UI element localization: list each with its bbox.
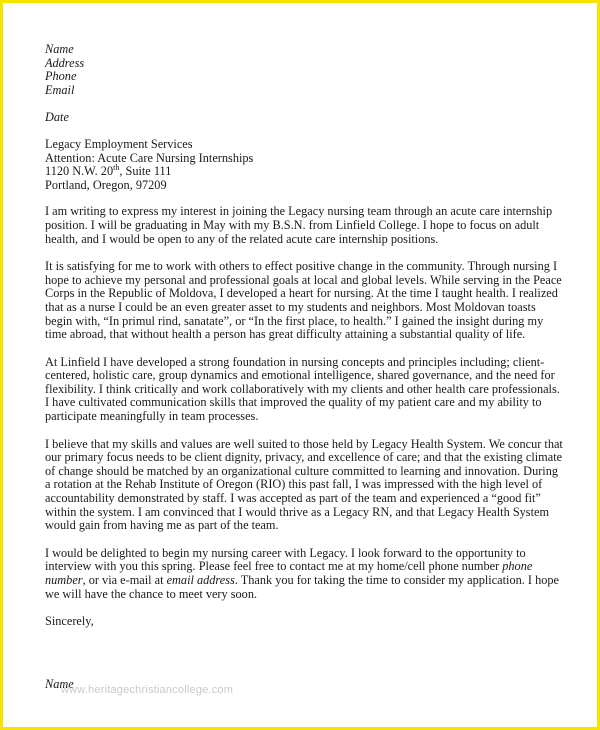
recipient-attention: Attention: Acute Care Nursing Internships — [45, 150, 254, 165]
watermark: www.heritagechristiancollege.com — [61, 684, 234, 696]
sender-name: Name — [45, 42, 74, 56]
sender-phone: Phone — [45, 69, 77, 84]
signature-name: Name — [45, 677, 74, 691]
recipient-street: 1120 N.W. 20th, Suite 111 — [45, 163, 172, 179]
recipient-org: Legacy Employment Services — [45, 136, 193, 151]
phone-placeholder: phone number — [45, 559, 533, 587]
body-paragraph-4: I believe that my skills and values are well suited to those held by Legacy Health System. We concur that our primary focus needs to be client dignity, privacy, and excellence of care; and that the existing climate of change should be matched by an organizational culture committed to learning and innovation. During a rotation at the Rehab Institute of Oregon (RIO) this past fall, I was impressed with the high level of accountability demonstrated by staff. I was accepted as part of the team and experienced a “good fit” within the system. I am convinced that I would thrive as a Legacy RN, and that Legacy Health System would gain from having me as part of the team. — [45, 436, 563, 533]
body-paragraph-1: I am writing to express my interest in joining the Legacy nursing team through an acute care internship position. I will be graduating in May with my B.S.N. from Linfield College. I hope to focus on adult health, and I would be open to any of the related acute care internship positions. — [45, 204, 553, 246]
closing: Sincerely, — [45, 614, 94, 629]
letter-content — [45, 43, 565, 629]
body-paragraph-5: I would be delighted to begin my nursing career with Legacy. I look forward to the opportunity to interview with you this spring. Please feel free to contact me at my home/cell phone number phone number, or via e-mail at email address. Thank you for taking the time to consider my application. I hope we will have the chance to meet very soon. — [45, 545, 559, 601]
recipient-city: Portland, Oregon, 97209 — [45, 177, 167, 192]
sender-block — [45, 43, 565, 97]
letter-page — [3, 3, 597, 727]
sender-email: Email — [45, 82, 75, 97]
email-placeholder: email address — [166, 573, 235, 587]
sender-address: Address — [45, 55, 85, 70]
recipient-block — [45, 138, 565, 192]
letter-date: Date — [45, 110, 69, 125]
body-paragraph-3: At Linfield I have developed a strong foundation in nursing concepts and principles including; client-centered, holistic care, group dynamics and emotional intelligence, shared governance, and the need for flexibility. I think critically and work collaboratively with my clients and other health care professionals. I have cultivated communication skills that improved the quality of my patient care and my ability to participate meaningfully in team processes. — [45, 354, 560, 424]
body-paragraph-2: It is satisfying for me to work with others to effect positive change in the community. Through nursing I hope to achieve my personal and professional goals at local and global levels. While serving in the Peace Corps in the Republic of Moldova, I developed a heart for nursing. At the time I taught health. I realized that as a nurse I could be an even greater asset to my students and neighbors. Most Moldovan toasts begin with, “In primul rind, sanatate”, or “In the first place, to health.” I gained the insight during my time abroad, that without health a person has great difficulty attaining a substantial quality of life. — [45, 259, 562, 342]
